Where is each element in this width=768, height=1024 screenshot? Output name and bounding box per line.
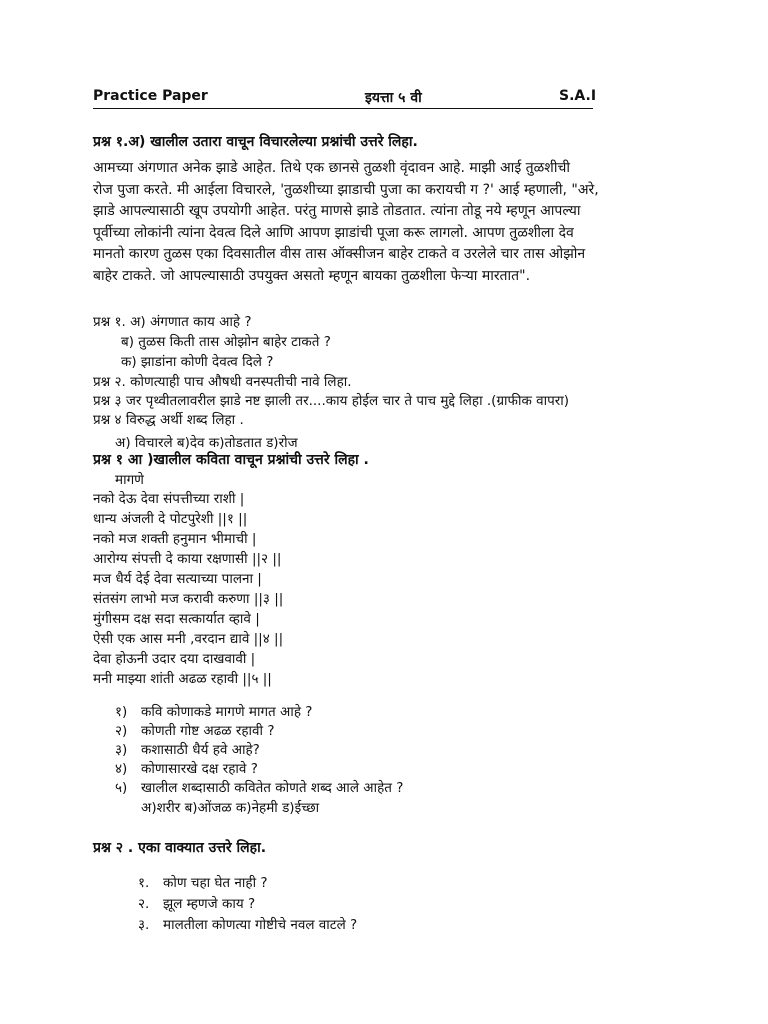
numbered-question <box>138 894 255 912</box>
question-1aa-heading: प्रश्न १ आ )खालील कविता वाचून प्रश्नांची उत्तरे लिहा . <box>93 452 369 468</box>
poem-line: मुंगीसम दक्ष सदा सत्कार्यात व्हावे | <box>93 611 260 627</box>
question-number: २) <box>115 723 128 739</box>
poem-line: संतसंग लाभो मज करावी करुणा ||३ || <box>93 591 284 607</box>
passage-line: बाहेर टाकते. जो आपल्यासाठी उपयुक्त असतो म्हणून बायका तुळशीला फेऱ्या मारतात". <box>93 267 531 284</box>
question-number: १. <box>138 875 150 891</box>
question-number: ५) <box>115 780 128 796</box>
question-text: कोणासारखे दक्ष रहावे ? <box>141 761 258 777</box>
class-label: इयत्ता ५ वी <box>365 90 422 106</box>
question-text: कोण चहा घेत नाही ? <box>163 875 268 891</box>
numbered-question <box>115 740 260 758</box>
synonym-words: अ)शरीर ब)ओंजळ क)नेहमी ड)ईच्छा <box>141 800 320 816</box>
question-number: २. <box>138 896 150 912</box>
reading-passage <box>93 158 683 287</box>
question-item: प्रश्न ४ विरुद्ध अर्थी शब्द लिहा . <box>93 412 244 428</box>
poem-line: देवा होऊनी उदार दया दाखवावी | <box>93 651 256 667</box>
poem-line: मनी माझ्या शांती अढळ रहावी ||५ || <box>93 671 272 687</box>
question-item: प्रश्न १. अ) अंगणात काय आहे ? <box>93 314 252 330</box>
numbered-question <box>138 915 357 933</box>
question-1a-heading: प्रश्न १.अ) खालील उतारा वाचून विचारलेल्या प्रश्नांची उत्तरे लिहा. <box>93 134 418 150</box>
poem-line: ऐसी एक आस मनी ,वरदान द्यावे ||४ || <box>93 631 284 647</box>
question-number: ३. <box>138 917 150 933</box>
poem-line: नको देऊ देवा संपत्तीच्या राशी | <box>93 491 245 507</box>
question-number: ४) <box>115 761 128 777</box>
question-item: प्रश्न ३ जर पृथ्वीतलावरील झाडे नष्ट झाली तर....काय होईल चार ते पाच मुद्दे लिहा .(ग्राफीक वापरा) <box>93 393 570 409</box>
numbered-question <box>115 778 403 796</box>
poem-line: नको मज शक्ती हनुमान भीमाची | <box>93 531 257 547</box>
question-item: क) झाडांना कोणी देवत्व दिले ? <box>121 354 274 370</box>
poem-line: धान्य अंजली दे पोटपुरेशी ||१ || <box>93 511 248 527</box>
poem-title: मागणे <box>115 472 144 488</box>
question-text: मालतीला कोणत्या गोष्टीचे नवल वाटले ? <box>163 917 358 933</box>
passage-line: पूर्वीच्या लोकांनी त्यांना देवत्व दिले आणि आपण झाडांची पूजा करू लागलो. आपण तुळशीला देव <box>93 224 574 241</box>
passage-line: आमच्या अंगणात अनेक झाडे आहेत. तिथे एक छानसे तुळशी वृंदावन आहे. माझी आई तुळशीची <box>93 160 570 176</box>
paper-header <box>93 88 597 109</box>
numbered-question <box>115 759 258 777</box>
question-2-heading: प्रश्न २ . एका वाक्यात उत्तरे लिहा. <box>93 840 267 856</box>
numbered-question <box>115 702 312 720</box>
question-text: कोणती गोष्ट अढळ रहावी ? <box>141 723 275 739</box>
question-number: १) <box>115 704 128 720</box>
poem-line: मज धैर्य देई देवा सत्याच्या पालना | <box>93 571 262 587</box>
passage-line: झाडे आपल्यासाठी खूप उपयोगी आहेत. परंतु माणसे झाडे तोडतात. त्यांना तोडू नये म्हणून आपल्या <box>93 203 581 219</box>
paper-title: Practice Paper <box>93 88 208 104</box>
question-number: ३) <box>115 742 128 758</box>
question-item: प्रश्न २. कोणत्याही पाच औषधी वनस्पतीची नावे लिहा. <box>93 374 352 390</box>
question-text: झूल म्हणजे काय ? <box>163 896 256 912</box>
question-text: कशासाठी धैर्य हवे आहे? <box>141 742 260 758</box>
passage-line: रोज पुजा करते. मी आईला विचारले, 'तुळशीच्या झाडाची पुजा का करायची ग ?' आई म्हणाली, "अरे, <box>93 181 599 198</box>
question-text: कवि कोणाकडे मागणे मागत आहे ? <box>141 704 313 720</box>
antonym-words: अ) विचारले ब)देव क)तोडतात ड)रोज <box>115 435 298 451</box>
numbered-question <box>138 873 268 891</box>
poem-line: आरोग्य संपत्ती दे काया रक्षणासी ||२ || <box>93 551 282 567</box>
numbered-question <box>115 721 275 739</box>
exam-label: S.A.I <box>559 88 597 104</box>
question-text: खालील शब्दासाठी कवितेत कोणते शब्द आले आहेत ? <box>141 780 404 796</box>
question-item: ब) तुळस किती तास ओझोन बाहेर टाकते ? <box>121 334 331 350</box>
passage-line: मानतो कारण तुळस एका दिवसातील वीस तास ऑक्सीजन बाहेर टाकते व उरलेले चार तास ओझोन <box>93 246 586 262</box>
